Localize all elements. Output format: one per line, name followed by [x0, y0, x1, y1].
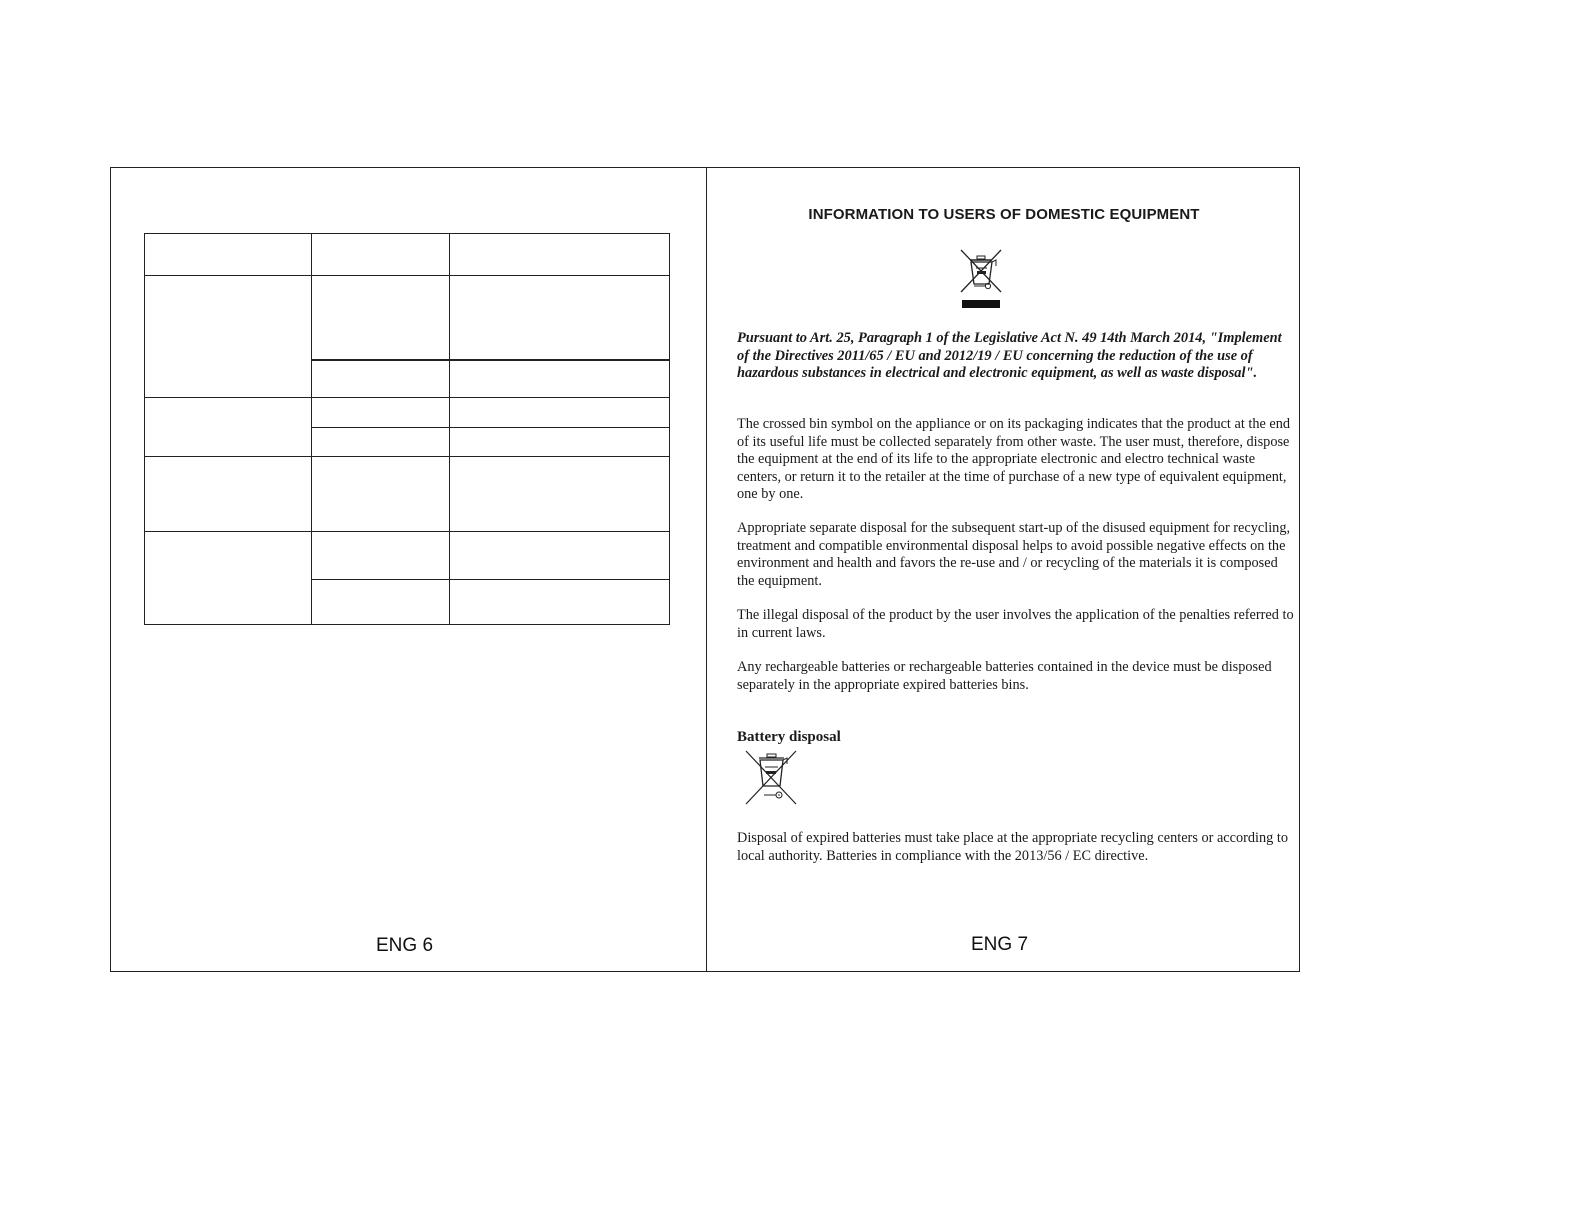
page-title: INFORMATION TO USERS OF DOMESTIC EQUIPMENT: [808, 206, 1200, 223]
table-row-line: [145, 456, 669, 457]
table-header-cell: [450, 234, 669, 275]
crossed-out-battery-bin-icon: [744, 750, 798, 806]
table-row-line: [145, 531, 669, 532]
right-page: [707, 168, 1301, 971]
legal-intro: Pursuant to Art. 25, Paragraph 1 of the Legislative Act N. 49 14th March 2014, "Implement of the Directives 2011/65 / EU and 2012/19 / EU concerning the reduction of the use of hazardous substances in electrical and electronic equipment, as well as waste disposal".: [737, 330, 1282, 381]
paragraph-separate-disposal: Appropriate separate disposal for the subsequent start-up of the disused equipment for recycling, treatment and compatible environmental disposal helps to avoid possible negative effects on the environment and health and favors the re-use and / or recycling of the materials it is composed the equipment.: [737, 520, 1291, 589]
paragraph-battery-disposal: Disposal of expired batteries must take place at the appropriate recycling centers or according to local authority. Batteries in compliance with the 2013/56 / EC directive.: [737, 830, 1289, 864]
battery-disposal-heading: Battery disposal: [737, 729, 841, 745]
table-subrow-line: [311, 579, 669, 580]
page-number-right: ENG 7: [971, 934, 1029, 955]
paragraph-rechargeable-batteries: Any rechargeable batteries or rechargeable batteries contained in the device must be disposed separately in the appropriate expired batteries bins.: [737, 659, 1272, 693]
paragraph-crossed-bin: The crossed bin symbol on the appliance or on its packaging indicates that the product at the end of its useful life must be collected separately from other waste. The user must, therefore, dispose the equipment at the end of its life to the appropriate electronic and electro technical waste centers, or return it to the retailer at the time of purchase of a new type of equivalent equipment, one by one.: [737, 416, 1291, 502]
page-number-left: ENG 6: [376, 935, 434, 956]
table-subrow-line: [311, 427, 669, 428]
manual-spread: [110, 167, 1300, 972]
table-header-cell: [145, 234, 311, 275]
paragraph-illegal-disposal: The illegal disposal of the product by the user involves the application of the penalties referred to in current laws.: [737, 607, 1294, 641]
spec-table: [144, 233, 670, 625]
table-header-cell: [312, 234, 449, 275]
table-col-line-1: [311, 234, 312, 624]
table-subrow-line: [311, 359, 669, 361]
crossed-out-wheelie-bin-icon: [958, 248, 1004, 310]
table-col-line-2: [449, 234, 450, 624]
table-row-line: [145, 275, 669, 276]
table-row-line: [145, 397, 669, 398]
